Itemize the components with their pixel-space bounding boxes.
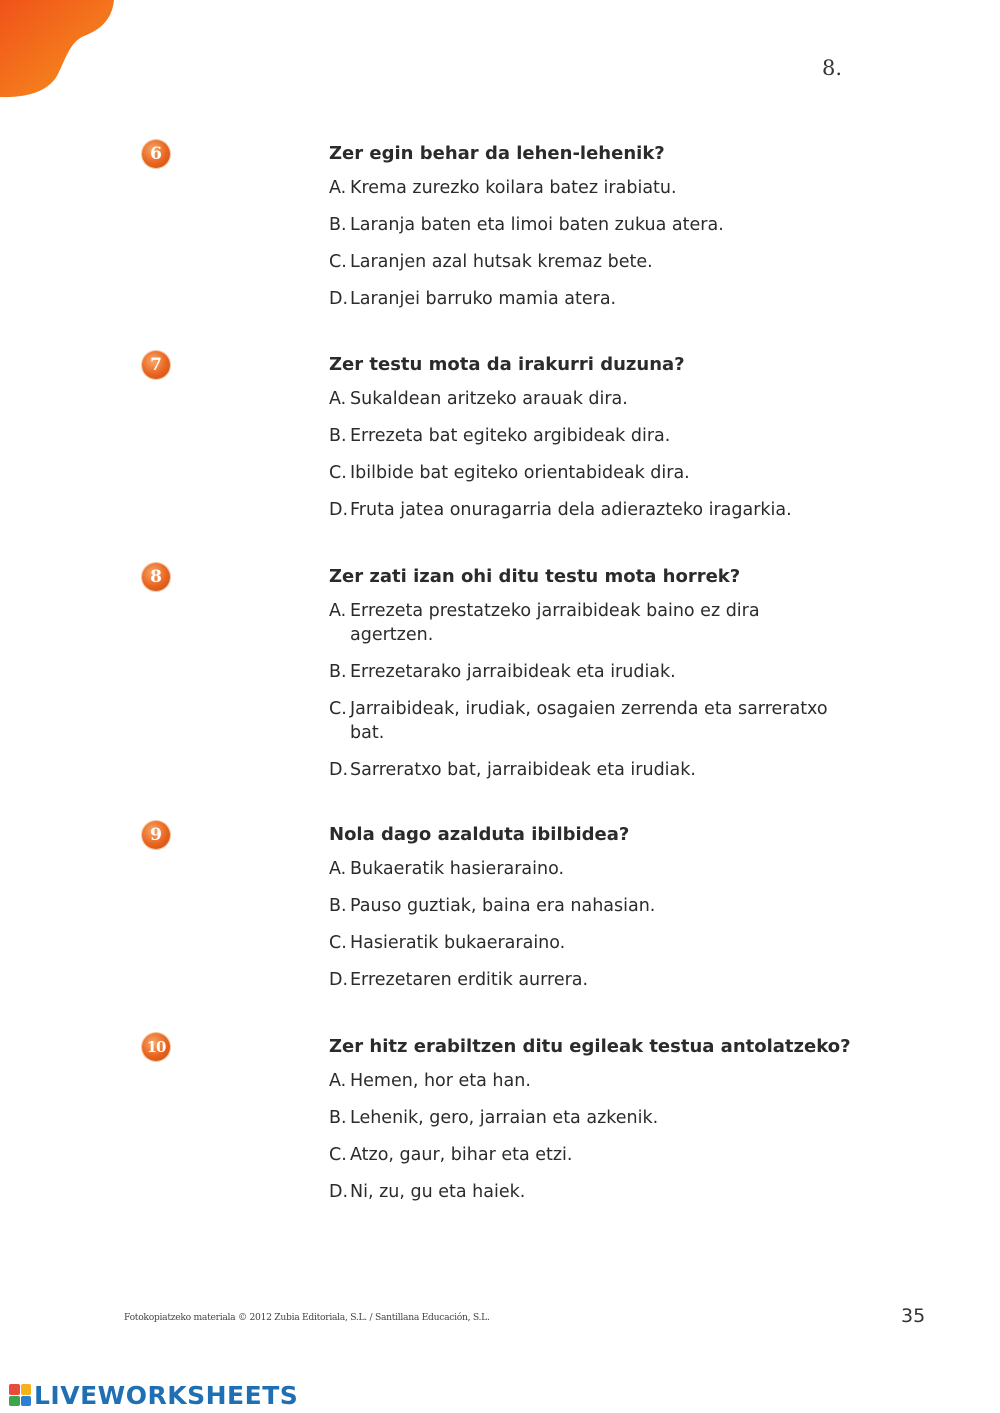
option-a[interactable]: A. Bukaeratik hasieraraino. <box>329 859 565 879</box>
question-text: Zer zati izan ohi ditu testu mota horrek? <box>329 566 741 587</box>
question-number-badge: 10 <box>142 1033 170 1061</box>
brand-blocks-icon <box>9 1384 31 1406</box>
question-text: Zer hitz erabiltzen ditu egileak testua antolatzeko? <box>329 1036 851 1057</box>
option-b[interactable]: B. Pauso guztiak, baina era nahasian. <box>329 896 656 916</box>
copyright-credit: Fotokopiatzeko materiala © 2012 Zubia Editoriala, S.L. / Santillana Educación, S.L. <box>124 1312 490 1323</box>
liveworksheets-logo[interactable] <box>9 1380 298 1410</box>
question-text: Zer testu mota da irakurri duzuna? <box>329 354 685 375</box>
option-list <box>329 599 849 782</box>
option-d[interactable]: D. Sarreratxo bat, jarraibideak eta irudiak. <box>329 760 696 780</box>
option-c[interactable]: C. Jarraibideak, irudiak, osagaien zerrenda eta sarreratxo bat. <box>329 699 828 743</box>
option-d[interactable]: D. Ni, zu, gu eta haiek. <box>329 1182 526 1202</box>
brand-name: LIVEWORKSHEETS <box>34 1380 299 1410</box>
question-number-badge: 8 <box>142 563 170 591</box>
option-b[interactable]: B. Lehenik, gero, jarraian eta azkenik. <box>329 1108 659 1128</box>
option-b[interactable]: B. Errezetarako jarraibideak eta irudiak. <box>329 662 676 682</box>
option-list <box>329 176 869 311</box>
option-list <box>329 387 869 522</box>
page-number: 35 <box>901 1305 926 1327</box>
question-number-badge: 9 <box>142 821 170 849</box>
option-c[interactable]: C. Laranjen azal hutsak kremaz bete. <box>329 252 653 272</box>
question-number-badge: 7 <box>142 351 170 379</box>
option-a[interactable]: A. Sukaldean aritzeko arauak dira. <box>329 389 628 409</box>
option-d[interactable]: D. Fruta jatea onuragarria dela adierazteko iragarkia. <box>329 500 792 520</box>
option-d[interactable]: D. Errezetaren erditik aurrera. <box>329 970 589 990</box>
question-text: Nola dago azalduta ibilbidea? <box>329 824 630 845</box>
option-list <box>329 857 869 992</box>
question-number-badge: 6 <box>142 140 170 168</box>
question-text: Zer egin behar da lehen-lehenik? <box>329 143 665 164</box>
option-d[interactable]: D. Laranjei barruko mamia atera. <box>329 289 617 309</box>
corner-decoration <box>0 0 120 100</box>
option-c[interactable]: C. Atzo, gaur, bihar eta etzi. <box>329 1145 573 1165</box>
option-b[interactable]: B. Laranja baten eta limoi baten zukua atera. <box>329 215 724 235</box>
option-a[interactable]: A. Hemen, hor eta han. <box>329 1071 531 1091</box>
option-c[interactable]: C. Ibilbide bat egiteko orientabideak dira. <box>329 463 690 483</box>
option-a[interactable]: A. Errezeta prestatzeko jarraibideak baino ez dira agertzen. <box>329 601 760 645</box>
option-a[interactable]: A. Krema zurezko koilara batez irabiatu. <box>329 178 677 198</box>
section-number: 8. <box>822 56 843 80</box>
option-list <box>329 1069 869 1204</box>
option-c[interactable]: C. Hasieratik bukaeraraino. <box>329 933 566 953</box>
option-b[interactable]: B. Errezeta bat egiteko argibideak dira. <box>329 426 671 446</box>
